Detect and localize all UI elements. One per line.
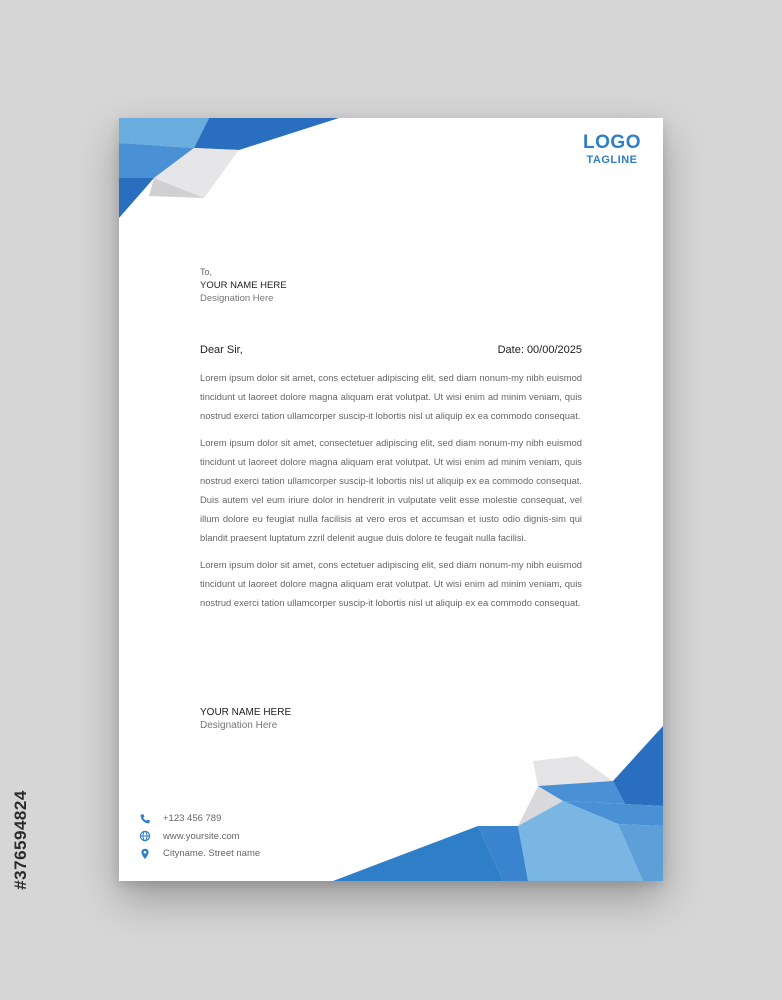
company-logo bbox=[583, 132, 641, 167]
contact-list bbox=[139, 810, 260, 863]
body-paragraph: Lorem ipsum dolor sit amet, cons ectetuer adipiscing elit, sed diam nonum-my nibh euismod tincidunt ut laoreet dolore magna aliquam erat volutpat. Ut wisi enim ad minim veniam, quis nostrud exerci tation ullamcorper suscip-it lobortis nisl ut aliquip ex ea commodo consequat. bbox=[200, 559, 582, 608]
globe-icon bbox=[139, 830, 151, 842]
stock-id-label bbox=[6, 740, 36, 940]
contact-phone-text: +123 456 789 bbox=[163, 813, 222, 825]
location-pin-icon bbox=[139, 848, 151, 860]
top-left-corner-graphic bbox=[119, 118, 339, 218]
logo-tagline: TAGLINE bbox=[586, 154, 638, 166]
bottom-right-corner-graphic bbox=[333, 726, 663, 881]
signature-name: YOUR NAME HERE bbox=[200, 707, 292, 718]
contact-website-text: www.yoursite.com bbox=[163, 830, 240, 842]
recipient-name: YOUR NAME HERE bbox=[200, 280, 287, 291]
recipient-block bbox=[200, 266, 287, 305]
signature-block bbox=[200, 706, 291, 733]
to-label: To, bbox=[200, 267, 213, 277]
body-paragraph: Lorem ipsum dolor sit amet, consectetuer adipiscing elit, sed diam nonum-my nibh euismod tincidunt ut laoreet dolore magna aliquam erat volutpat. Ut wisi enim ad minim veniam, quis nostrud exerci tation ullamcorper suscip-it lobortis nisl ut aliquip ex ea commodo consequat. Duis autem vel eum iriure dolor in hendrerit in vulputate velit esse molestie consequat, vel illum dolore eu feugiat nulla facilisis at vero eros et accumsan et iusto odio dignis-sim qui blandit praesent luptatum zzril delenit augue duis dolore te feugait nulla facilisi. bbox=[200, 437, 582, 543]
contact-address-text: Cityname. Street name bbox=[163, 848, 261, 860]
recipient-designation: Designation Here bbox=[200, 293, 274, 304]
signature-designation: Designation Here bbox=[200, 720, 278, 731]
salutation: Dear Sir, bbox=[200, 344, 243, 356]
letter-body bbox=[200, 368, 582, 620]
phone-icon bbox=[139, 813, 151, 825]
body-paragraph: Lorem ipsum dolor sit amet, cons ectetuer adipiscing elit, sed diam nonum-my nibh euismod tincidunt ut laoreet dolore magna aliquam erat volutpat. Ut wisi enim ad minim veniam, quis nostrud exerci tation ullamcorper suscip-it lobortis nisl ut aliquip ex ea commodo consequat. bbox=[200, 372, 582, 421]
logo-word: LOGO bbox=[583, 132, 641, 153]
contact-website bbox=[139, 828, 260, 846]
contact-address bbox=[139, 845, 260, 863]
stock-id-text: #376594824 bbox=[11, 790, 30, 890]
letter-date: Date: 00/00/2025 bbox=[497, 344, 582, 356]
contact-phone bbox=[139, 810, 260, 828]
letterhead-page bbox=[119, 118, 663, 881]
